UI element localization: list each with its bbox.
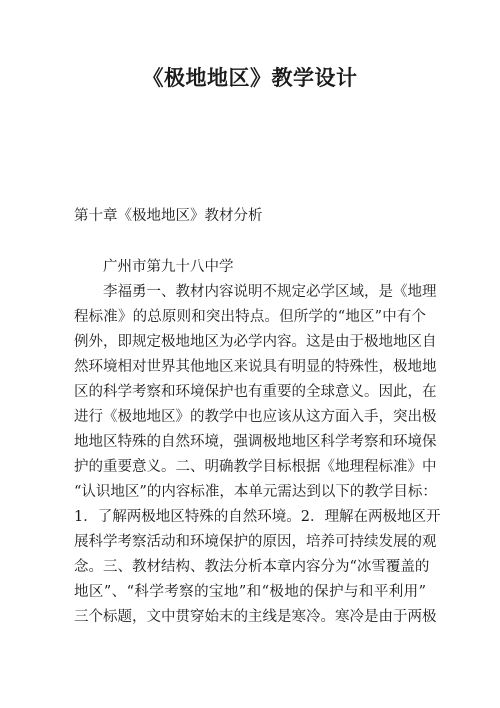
paragraph-line: 程标准》的总原则和突出特点。但所学的“地区”中有个 — [74, 309, 426, 325]
paragraph-line: 展科学考察活动和环境保护的原因，培养可持续发展的观 — [74, 534, 437, 550]
paragraph-line: 地地区特殊的自然环境，强调极地地区科学考察和环境保 — [74, 434, 437, 450]
paragraph-line: 李福勇一、教材内容说明不规定必学区域，是《地理 — [103, 284, 437, 300]
paragraph-line: 护的重要意义。二、明确教学目标根据《地理程标准》中 — [74, 459, 437, 475]
body-text — [74, 255, 441, 630]
document-title: 《极地地区》教学设计 — [142, 65, 358, 90]
paragraph-line: 例外，即规定极地地区为必学内容。这是由于极地地区自 — [74, 334, 437, 350]
paragraph-line: 1．了解两极地区特殊的自然环境。2．理解在两极地区开 — [74, 509, 441, 525]
paragraph-line: 然环境相对世界其他地区来说具有明显的特殊性，极地地 — [74, 359, 437, 375]
paragraph-line: “认识地区”的内容标准，本单元需达到以下的教学目标： — [74, 484, 437, 500]
school-name-line: 广州市第九十八中学 — [103, 259, 234, 275]
paragraph-line: 念。三、教材结构、教法分析本章内容分为“冰雪覆盖的 — [74, 559, 430, 575]
paragraph-line: 进行《极地地区》的教学中也应该从这方面入手，突出极 — [74, 409, 437, 425]
paragraph-line: 区的科学考察和环境保护也有重要的全球意义。因此，在 — [74, 384, 437, 400]
chapter-heading: 第十章《极地地区》教材分析 — [74, 208, 263, 224]
paragraph-line: 三个标题，文中贯穿始末的主线是寒冷。寒冷是由于两极 — [74, 609, 437, 625]
paragraph-line: 地区”、“科学考察的宝地”和“极地的保护与和平利用” — [74, 584, 426, 600]
